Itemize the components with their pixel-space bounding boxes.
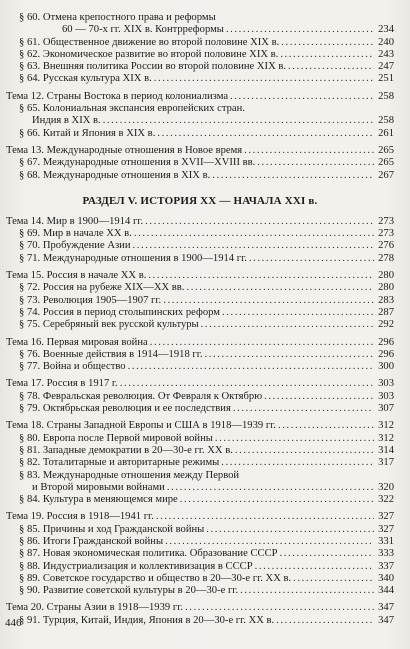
toc-entry-title: Тема 17. Россия в 1917 г. [6, 378, 118, 390]
toc-section-line [6, 49, 394, 61]
toc-section-line [6, 115, 394, 127]
toc-entry-page: 251 [378, 73, 394, 85]
toc-entry-page: 300 [378, 361, 394, 373]
toc-entry-page: 273 [378, 215, 394, 227]
toc-entry-page: 280 [378, 270, 394, 282]
toc-entry-title: § 75. Серебряный век русской культуры [19, 319, 199, 331]
toc-entry-page: 283 [378, 294, 394, 306]
dot-leader [235, 445, 374, 457]
toc-entry-title: § 61. Общественное движение во второй половине XIX в. [19, 36, 280, 48]
dot-leader [180, 494, 374, 506]
toc-entry-title: Тема 12. Страны Востока в период колониализма [6, 90, 229, 102]
toc-section-line [6, 585, 394, 597]
part-heading: РАЗДЕЛ V. ИСТОРИЯ XX — НАЧАЛА XXI в. [82, 194, 318, 207]
toc-section-line [6, 228, 394, 240]
toc-entry-page: 317 [378, 457, 394, 469]
dot-leader [288, 61, 374, 73]
toc-entry-page: 340 [378, 572, 394, 584]
toc-entry-page: 312 [378, 432, 394, 444]
dot-leader [145, 216, 374, 228]
toc-block-part-iv [6, 12, 394, 182]
toc-entry-page: 307 [378, 403, 394, 415]
toc-section-line [6, 307, 394, 319]
toc-entry-page: 296 [378, 336, 394, 348]
toc-section-line [6, 615, 394, 627]
toc-entry-page: 240 [378, 36, 394, 48]
toc-entry-page: 243 [378, 48, 394, 60]
toc-entry-page: 261 [378, 127, 394, 139]
dot-leader [154, 73, 374, 85]
toc-entry-page: 344 [378, 585, 394, 597]
dot-leader [222, 307, 374, 319]
toc-section-line [6, 24, 394, 36]
toc-entry-title: § 63. Внешняя политика России во второй половине XIX в. [19, 61, 287, 73]
toc-section-line [6, 391, 394, 403]
dot-leader [215, 433, 374, 445]
toc-entry-page: 322 [378, 494, 394, 506]
toc-section-line [6, 433, 394, 445]
toc-entry-title: § 83. Международные отношения между Первой [19, 469, 240, 481]
toc-entry-title: Индия в XIX в. [32, 115, 101, 127]
toc-entry-title: § 66. Китай и Япония в XIX в. [19, 127, 156, 139]
toc-topic-line [6, 270, 394, 282]
toc-entry-title: § 65. Колониальная экспансия европейских стран. [19, 103, 245, 115]
toc-entry-title: 60 — 70-х гг. XIX в. Контрреформы [62, 24, 224, 36]
toc-entry-title: § 67. Международные отношения в XVII—XVIII вв. [19, 157, 256, 169]
toc-entry-title: § 81. Западные демократии в 20—30-е гг. XX в. [19, 444, 233, 456]
toc-section-line [6, 482, 394, 494]
toc-entry-page: 258 [378, 115, 394, 127]
toc-section-line [6, 170, 394, 182]
toc-topic-line [6, 337, 394, 349]
toc-entry-page: 296 [378, 348, 394, 360]
toc-entry-page: 303 [378, 378, 394, 390]
toc-entry-title: § 82. Тоталитарные и авторитарные режимы [19, 457, 220, 469]
toc-section-line [6, 524, 394, 536]
toc-entry-page: 337 [378, 560, 394, 572]
toc-section-line [6, 61, 394, 73]
toc-section-line [6, 561, 394, 573]
toc-entry-page: 303 [378, 390, 394, 402]
toc-section-line [6, 536, 394, 548]
table-of-contents [6, 12, 394, 627]
dot-leader [281, 37, 374, 49]
toc-entry-page: 347 [378, 602, 394, 614]
toc-entry-title: § 78. Февральская революция. От Февраля к Октябрю [19, 390, 263, 402]
toc-section-line [6, 403, 394, 415]
toc-entry-title: § 76. Военные действия в 1914—1918 гг. [19, 348, 203, 360]
toc-entry-title: § 69. Мир в начале XX в. [19, 228, 132, 240]
toc-entry-title: § 60. Отмена крепостного права и реформы [19, 12, 216, 23]
toc-section-line [6, 548, 394, 560]
dot-leader [148, 270, 374, 282]
dot-leader [185, 602, 374, 614]
toc-entry-page: 327 [378, 523, 394, 535]
toc-entry-page: 292 [378, 319, 394, 331]
dot-leader [157, 128, 374, 140]
toc-section-line [6, 470, 394, 482]
toc-topic-line [6, 378, 394, 390]
toc-entry-title: § 86. Итоги Гражданской войны [19, 535, 164, 547]
toc-entry-title: Тема 18. Страны Западной Европы и США в 1918—1939 гг. [6, 420, 276, 432]
dot-leader [278, 420, 374, 432]
toc-entry-page: 234 [378, 24, 394, 36]
toc-entry-page: 312 [378, 420, 394, 432]
toc-entry-title: § 74. Россия в период столыпинских реформ [19, 306, 220, 318]
toc-entry-title: § 90. Развитие советской культуры в 20—30-е гг. [19, 585, 239, 597]
toc-section-line [6, 37, 394, 49]
toc-topic-line [6, 91, 394, 103]
toc-entry-title: § 91. Турция, Китай, Индия, Япония в 20—30-е гг. XX в. [19, 614, 275, 626]
dot-leader [264, 391, 374, 403]
toc-block-part-v [6, 216, 394, 627]
toc-section-line [6, 253, 394, 265]
dot-leader [163, 295, 374, 307]
toc-entry-title: и Второй мировыми войнами [32, 481, 165, 493]
toc-section-line [6, 457, 394, 469]
dot-leader [233, 403, 374, 415]
toc-entry-title: Тема 13. Международные отношения в Новое время [6, 144, 243, 156]
toc-entry-page: 276 [378, 240, 394, 252]
toc-entry-page: 265 [378, 144, 394, 156]
toc-entry-page: 287 [378, 306, 394, 318]
toc-entry-title: § 73. Революция 1905—1907 гг. [19, 294, 162, 306]
toc-section-line [6, 445, 394, 457]
toc-section-line [6, 128, 394, 140]
toc-section-line [6, 282, 394, 294]
toc-section-line [6, 240, 394, 252]
dot-leader [280, 49, 374, 61]
toc-section-line [6, 73, 394, 85]
toc-entry-page: 320 [378, 481, 394, 493]
toc-entry-title: § 77. Война и общество [19, 361, 126, 373]
dot-leader [255, 561, 374, 573]
dot-leader [165, 536, 374, 548]
dot-leader [201, 319, 374, 331]
dot-leader [156, 511, 374, 523]
toc-entry-title: Тема 15. Россия в начале XX в. [6, 270, 147, 282]
toc-entry-page: 314 [378, 444, 394, 456]
toc-entry-title: § 79. Октябрьская революция и ее последствия [19, 403, 231, 415]
toc-entry-title: Тема 16. Первая мировая война [6, 336, 148, 348]
toc-entry-title: § 85. Причины и ход Гражданской войны [19, 523, 205, 535]
toc-entry-page: 347 [378, 614, 394, 626]
dot-leader [293, 573, 374, 585]
dot-leader [249, 253, 374, 265]
toc-entry-page: 258 [378, 90, 394, 102]
toc-entry-title: § 88. Индустриализация и коллективизация в СССР [19, 560, 253, 572]
dot-leader [120, 378, 374, 390]
dot-leader [206, 524, 374, 536]
toc-section-line [6, 103, 394, 115]
page-number: 446 [5, 617, 22, 629]
dot-leader [205, 349, 374, 361]
toc-topic-line [6, 511, 394, 523]
toc-entry-page: 331 [378, 535, 394, 547]
toc-topic-line [6, 602, 394, 614]
toc-section-line [6, 319, 394, 331]
dot-leader [230, 91, 374, 103]
toc-section-line [6, 494, 394, 506]
dot-leader [133, 240, 375, 252]
toc-entry-page: 333 [378, 548, 394, 560]
toc-entry-page: 278 [378, 252, 394, 264]
toc-entry-page: 327 [378, 511, 394, 523]
toc-section-line [6, 573, 394, 585]
dot-leader [212, 170, 374, 182]
dot-leader [103, 115, 374, 127]
dot-leader [221, 457, 374, 469]
toc-entry-page: 267 [378, 169, 394, 181]
toc-entry-title: § 89. Советское государство и общество в 20—30-е гг. XX в. [19, 572, 292, 584]
toc-entry-title: § 84. Культура в меняющемся мире [19, 494, 178, 506]
toc-entry-title: § 87. Новая экономическая политика. Образование СССР [19, 548, 278, 560]
toc-topic-line [6, 145, 394, 157]
toc-section-line [6, 295, 394, 307]
dot-leader [150, 337, 374, 349]
dot-leader [226, 24, 374, 36]
toc-entry-title: Тема 19. Россия в 1918—1941 гг. [6, 511, 154, 523]
toc-entry-page: 247 [378, 61, 394, 73]
toc-section-line [6, 361, 394, 373]
toc-entry-title: § 72. Россия на рубеже XIX—XX вв. [19, 282, 185, 294]
toc-entry-title: § 62. Экономическое развитие во второй половине XIX в. [19, 48, 279, 60]
toc-entry-title: § 80. Европа после Первой мировой войны [19, 432, 213, 444]
dot-leader [134, 228, 374, 240]
dot-leader [167, 482, 374, 494]
dot-leader [244, 145, 374, 157]
toc-section-line [6, 157, 394, 169]
dot-leader [186, 282, 374, 294]
toc-entry-page: 265 [378, 157, 394, 169]
toc-entry-page: 273 [378, 228, 394, 240]
dot-leader [257, 157, 374, 169]
toc-entry-title: § 70. Пробуждение Азии [19, 240, 131, 252]
toc-entry-title: Тема 20. Страны Азии в 1918—1939 гг. [6, 602, 183, 614]
toc-entry-title: Тема 14. Мир в 1900—1914 гг. [6, 215, 144, 227]
toc-section-line [6, 349, 394, 361]
toc-entry-page: 280 [378, 282, 394, 294]
toc-entry-title: § 71. Международные отношения в 1900—1914 гг. [19, 252, 247, 264]
dot-leader [280, 548, 374, 560]
dot-leader [240, 585, 374, 597]
toc-topic-line [6, 216, 394, 228]
toc-entry-title: § 68. Международные отношения в XIX в. [19, 169, 211, 181]
toc-topic-line [6, 420, 394, 432]
dot-leader [128, 361, 374, 373]
toc-section-line [6, 12, 394, 24]
dot-leader [276, 615, 374, 627]
toc-entry-title: § 64. Русская культура XIX в. [19, 73, 152, 85]
